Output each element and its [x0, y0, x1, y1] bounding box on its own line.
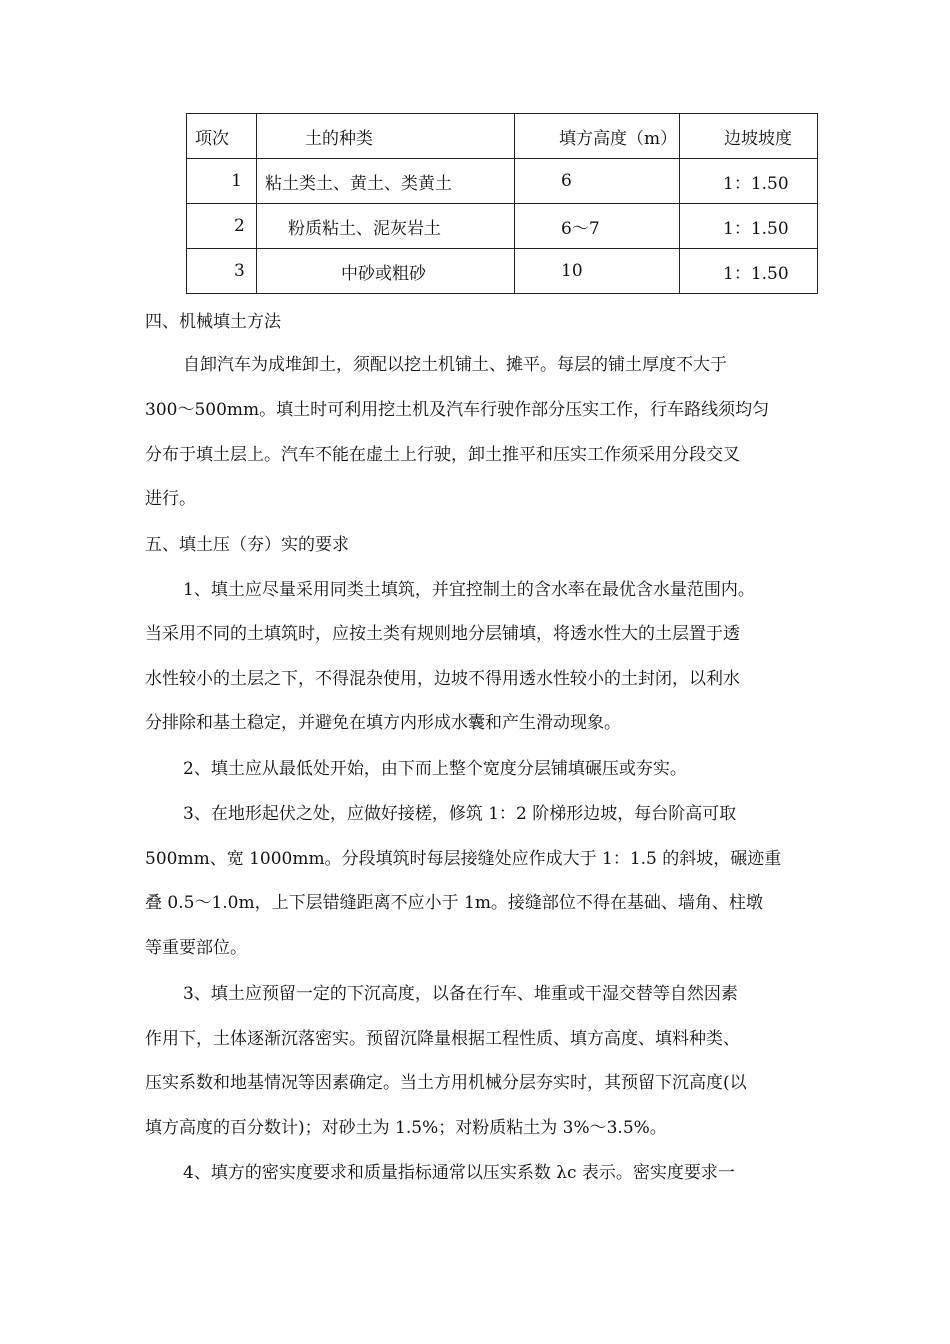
slope-table	[186, 113, 818, 294]
paragraph-line: 分排除和基土稳定，并避免在填方内形成水囊和产生滑动现象。	[145, 713, 621, 733]
paragraph-line: 3、填土应预留一定的下沉高度，以备在行车、堆重或干湿交替等自然因素	[183, 984, 738, 1004]
cell-slope-ratio: 1：1.50	[680, 204, 818, 249]
paragraph-line: 填方高度的百分数计)；对砂土为 1.5%；对粉质粘土为 3%～3.5%。	[145, 1118, 667, 1138]
paragraph-line: 300～500mm。填土时可利用挖土机及汽车行驶作部分压实工作，行车路线须均匀	[145, 400, 770, 420]
table-row	[187, 159, 818, 204]
paragraph-line: 500mm、宽 1000mm。分段填筑时每层接缝处应作成大于 1：1.5 的斜坡，碾迹重	[145, 849, 782, 869]
paragraph-line: 1、填土应尽量采用同类土填筑，并宜控制土的含水率在最优含水量范围内。	[183, 580, 755, 600]
section-heading: 四、机械填土方法	[145, 312, 281, 332]
paragraph-line: 作用下，土体逐渐沉落密实。预留沉降量根据工程性质、填方高度、填料种类、	[145, 1029, 740, 1049]
cell-item-no: 2	[187, 204, 257, 249]
paragraph-line: 4、填方的密实度要求和质量指标通常以压实系数 λc 表示。密实度要求一	[183, 1163, 735, 1183]
paragraph-line: 当采用不同的土填筑时，应按土类有规则地分层铺填，将透水性大的土层置于透	[145, 624, 740, 644]
paragraph-line: 叠 0.5～1.0m，上下层错缝距离不应小于 1m。接缝部位不得在基础、墙角、柱墩	[145, 893, 763, 913]
table-header-row	[187, 114, 818, 159]
paragraph-line: 3、在地形起伏之处，应做好接槎，修筑 1：2 阶梯形边坡，每台阶高可取	[183, 804, 737, 824]
cell-item-no: 1	[187, 159, 257, 204]
paragraph-line: 等重要部位。	[145, 938, 247, 958]
header-item-no: 项次	[187, 114, 257, 159]
paragraph-line: 进行。	[145, 489, 196, 509]
header-fill-height: 填方高度（m）	[515, 114, 680, 159]
header-soil-type: 土的种类	[257, 114, 515, 159]
paragraph-line: 自卸汽车为成堆卸土，须配以挖土机铺土、摊平。每层的铺土厚度不大于	[183, 355, 727, 375]
cell-soil-type: 粘土类土、黄土、类黄土	[257, 159, 515, 204]
cell-slope-ratio: 1：1.50	[680, 159, 818, 204]
cell-soil-type: 粉质粘土、泥灰岩土	[257, 204, 515, 249]
paragraph-line: 水性较小的土层之下，不得混杂使用，边坡不得用透水性较小的土封闭，以利水	[145, 669, 740, 689]
cell-slope-ratio: 1：1.50	[680, 249, 818, 294]
cell-item-no: 3	[187, 249, 257, 294]
table-row	[187, 249, 818, 294]
cell-soil-type: 中砂或粗砂	[257, 249, 515, 294]
header-slope-ratio: 边坡坡度	[680, 114, 818, 159]
cell-fill-height: 6	[515, 159, 680, 204]
paragraph-line: 2、填土应从最低处开始，由下而上整个宽度分层铺填碾压或夯实。	[183, 759, 687, 779]
cell-fill-height: 10	[515, 249, 680, 294]
paragraph-line: 分布于填土层上。汽车不能在虚土上行驶，卸土推平和压实工作须采用分段交叉	[145, 445, 740, 465]
paragraph-line: 压实系数和地基情况等因素确定。当土方用机械分层夯实时，其预留下沉高度(以	[145, 1073, 747, 1093]
table-row	[187, 204, 818, 249]
cell-fill-height: 6～7	[515, 204, 680, 249]
section-heading: 五、填土压（夯）实的要求	[145, 535, 349, 555]
